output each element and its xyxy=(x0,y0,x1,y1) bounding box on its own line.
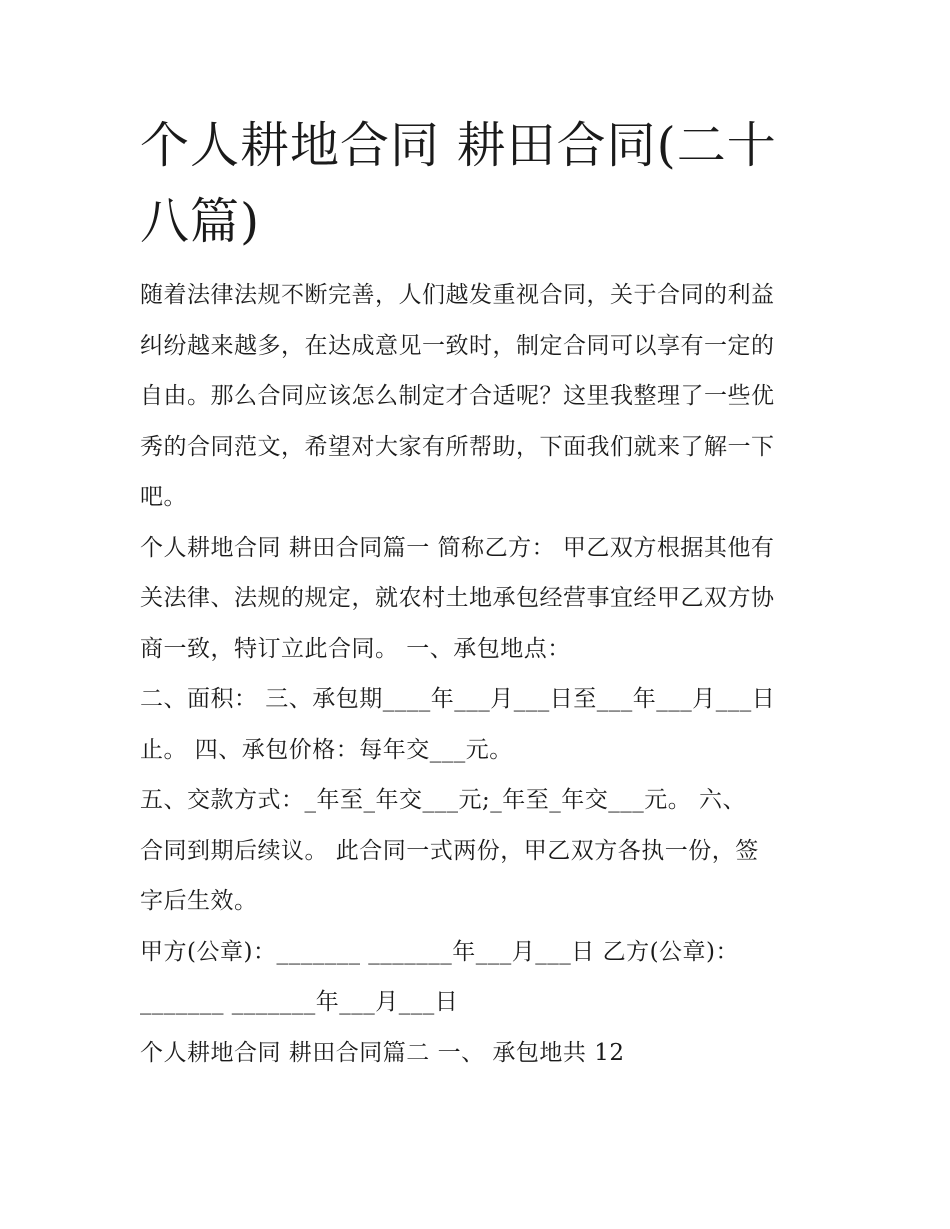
text-line: _______ _______年___月___日 xyxy=(140,989,459,1015)
text-line: 商一致，特订立此合同。 一、承包地点： xyxy=(140,635,571,662)
intro-paragraph xyxy=(140,270,820,523)
text-line: 个人耕地合同 耕田合同篇一 简称乙方： 甲乙双方根据其他有 xyxy=(140,534,775,561)
text-line: 吧。 xyxy=(140,484,187,510)
area-term-paragraph xyxy=(140,674,820,775)
text-line: 合同到期后续议。 此合同一式两份，甲乙双方各执一份，签 xyxy=(140,837,759,864)
text-line: 二、面积： 三、承包期____年___月___日至___年___月___日 xyxy=(140,686,776,712)
text-line: 字后生效。 xyxy=(140,888,258,914)
document-page xyxy=(140,108,820,1078)
text-line: 秀的合同范文，希望对大家有所帮助，下面我们就来了解一下 xyxy=(140,433,775,460)
text-line: 止。 四、承包价格：每年交___元。 xyxy=(140,736,513,763)
text-line: 关法律、法规的规定，就农村土地承包经营事宜经甲乙双方协 xyxy=(140,585,775,611)
document-title xyxy=(140,108,820,260)
signature-paragraph xyxy=(140,927,820,1028)
contract-one-paragraph xyxy=(140,523,820,675)
text-line: 个人耕地合同 耕田合同篇二 一、 承包地共 12 xyxy=(140,1039,625,1066)
text-line: 甲方(公章)：_______ _______年___月___日 乙方(公章)： xyxy=(140,938,740,965)
text-line: 纠纷越来越多，在达成意见一致时，制定合同可以享有一定的 xyxy=(140,332,775,359)
text-line: 五、交款方式：_年至_年交___元;_年至_年交___元。 六、 xyxy=(140,787,747,813)
contract-two-paragraph xyxy=(140,1028,820,1079)
text-line: 自由。那么合同应该怎么制定才合适呢？这里我整理了一些优 xyxy=(140,383,775,409)
title-spacer xyxy=(140,260,820,270)
title-line: 八篇) xyxy=(140,193,261,250)
text-line: 随着法律法规不断完善，人们越发重视合同，关于合同的利益 xyxy=(140,282,775,308)
title-line: 个人耕地合同 耕田合同(二十 xyxy=(140,117,777,174)
payment-paragraph xyxy=(140,775,820,927)
